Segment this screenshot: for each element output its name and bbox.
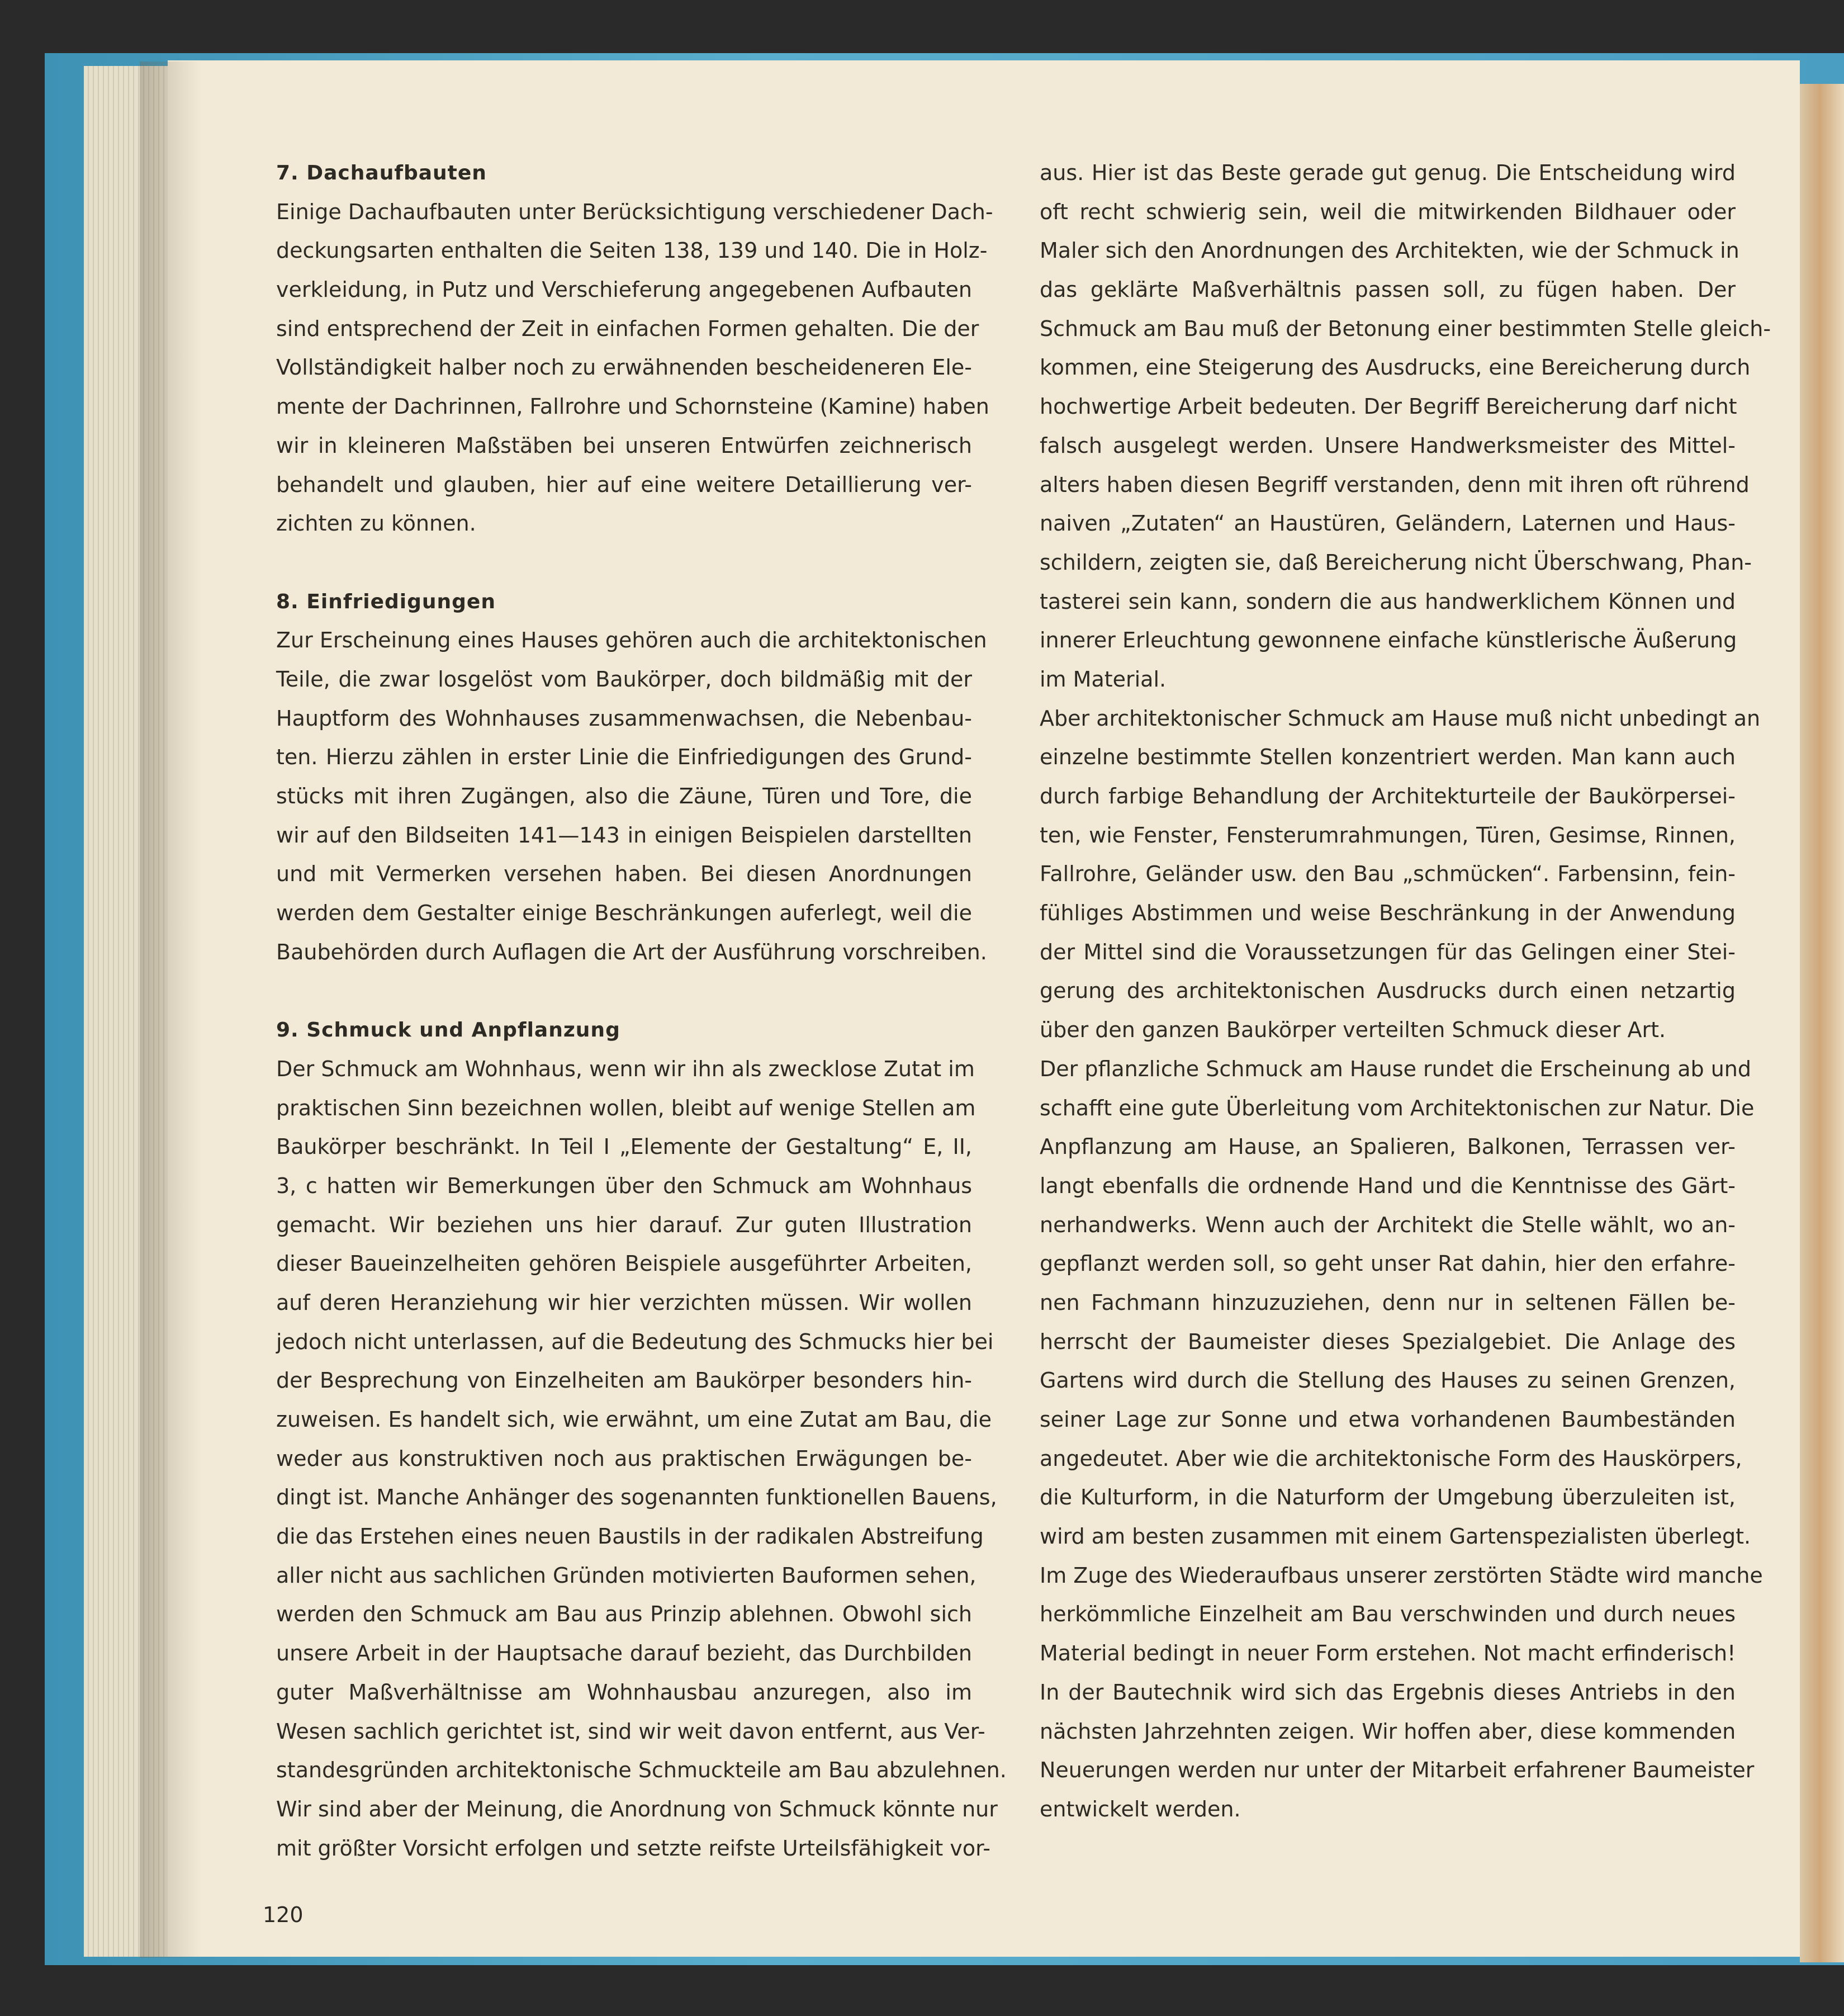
text-line: und mit Vermerken versehen haben. Bei diesen Anordnungen: [276, 862, 972, 887]
text-line: behandelt und glauben, hier auf eine weitere Detaillierung ver-: [276, 472, 972, 497]
text-line: deckungsarten enthalten die Seiten 138, 139 und 140. Die in Holz-: [276, 238, 988, 263]
text-line: zuweisen. Es handelt sich, wie erwähnt, um eine Zutat am Bau, die: [276, 1407, 992, 1432]
text-line: Zur Erscheinung eines Hauses gehören auch die architektonischen: [276, 628, 987, 653]
text-line: aus. Hier ist das Beste gerade gut genug. Die Entscheidung wird: [1040, 160, 1736, 185]
text-line: nen Fachmann hinzuzuziehen, denn nur in seltenen Fällen be-: [1040, 1290, 1736, 1315]
text-line: herrscht der Baumeister dieses Spezialgebiet. Die Anlage des: [1040, 1329, 1736, 1354]
section-heading: 7. Dachaufbauten: [276, 162, 487, 184]
text-line: Vollständigkeit halber noch zu erwähnenden bescheideneren Ele-: [276, 355, 972, 380]
text-line: der Mittel sind die Voraussetzungen für das Gelingen einer Stei-: [1040, 939, 1736, 964]
text-line: Wir sind aber der Meinung, die Anordnung von Schmuck könnte nur: [276, 1796, 998, 1821]
text-line: innerer Erleuchtung gewonnene einfache künstlerische Äußerung: [1040, 628, 1737, 653]
text-line: mit größter Vorsicht erfolgen und setzte reifste Urteilsfähigkeit vor-: [276, 1835, 990, 1861]
text-line: wir in kleineren Maßstäben bei unseren Entwürfen zeichnerisch: [276, 433, 972, 458]
text-line: ten. Hierzu zählen in erster Linie die Einfriedigungen des Grund-: [276, 745, 972, 770]
text-line: die Kulturform, in die Naturform der Umgebung überzuleiten ist,: [1040, 1485, 1736, 1510]
text-line: Aber architektonischer Schmuck am Hause muß nicht unbedingt an: [1040, 706, 1761, 731]
text-line: einzelne bestimmte Stellen konzentriert werden. Man kann auch: [1040, 745, 1736, 770]
text-line: In der Bautechnik wird sich das Ergebnis dieses Antriebs in den: [1040, 1679, 1736, 1705]
paragraph-gap: [276, 543, 972, 583]
text-line: fühliges Abstimmen und weise Beschränkung in der Anwendung: [1040, 901, 1736, 926]
text-line: werden den Schmuck am Bau aus Prinzip ablehnen. Obwohl sich: [276, 1602, 972, 1627]
text-line: angedeutet. Aber wie die architektonische Form des Hauskörpers,: [1040, 1446, 1742, 1471]
text-line: Der pflanzliche Schmuck am Hause rundet die Erscheinung ab und: [1040, 1056, 1751, 1081]
text-line: Teile, die zwar losgelöst vom Baukörper, doch bildmäßig mit der: [276, 666, 972, 692]
text-line: herkömmliche Einzelheit am Bau verschwinden und durch neues: [1040, 1602, 1736, 1627]
text-line: seiner Lage zur Sonne und etwa vorhandenen Baumbeständen: [1040, 1407, 1736, 1432]
text-line: über den ganzen Baukörper verteilten Schmuck dieser Art.: [1040, 1018, 1666, 1043]
text-line: durch farbige Behandlung der Architekturteile der Baukörpersei-: [1040, 784, 1736, 808]
right-text-column: [1040, 154, 1771, 1829]
text-line: dieser Baueinzelheiten gehören Beispiele ausgeführter Arbeiten,: [276, 1251, 972, 1276]
text-line: die das Erstehen eines neuen Baustils in der radikalen Abstreifung: [276, 1524, 984, 1549]
left-text-column: [276, 154, 1007, 1868]
text-line: zichten zu können.: [276, 511, 476, 536]
text-line: jedoch nicht unterlassen, auf die Bedeutung des Schmucks hier bei: [276, 1329, 994, 1354]
text-line: nerhandwerks. Wenn auch der Architekt die Stelle wählt, wo an-: [1040, 1212, 1736, 1237]
text-line: unsere Arbeit in der Hauptsache darauf bezieht, das Durchbilden: [276, 1641, 972, 1666]
text-line: hochwertige Arbeit bedeuten. Der Begriff Bereicherung darf nicht: [1040, 394, 1737, 419]
text-line: Einige Dachaufbauten unter Berücksichtigung verschiedener Dach-: [276, 199, 993, 224]
text-line: schildern, zeigten sie, daß Bereicherung nicht Überschwang, Phan-: [1040, 550, 1752, 575]
text-line: 3, c hatten wir Bemerkungen über den Schmuck am Wohnhaus: [276, 1173, 972, 1198]
text-line: Maler sich den Anordnungen des Architekten, wie der Schmuck in: [1040, 238, 1739, 263]
text-line: im Material.: [1040, 666, 1167, 692]
text-line: schafft eine gute Überleitung vom Architektonischen zur Natur. Die: [1040, 1095, 1755, 1120]
text-line: dingt ist. Manche Anhänger des sogenannten funktionellen Bauens,: [276, 1485, 997, 1510]
text-line: Schmuck am Bau muß der Betonung einer bestimmten Stelle gleich-: [1040, 316, 1771, 341]
text-line: kommen, eine Steigerung des Ausdrucks, eine Bereicherung durch: [1040, 355, 1751, 380]
text-line: Der Schmuck am Wohnhaus, wenn wir ihn als zwecklose Zutat im: [276, 1056, 975, 1081]
text-line: langt ebenfalls die ordnende Hand und die Kenntnisse des Gärt-: [1040, 1173, 1736, 1198]
text-line: stücks mit ihren Zugängen, also die Zäune, Türen und Tore, die: [276, 784, 972, 808]
text-line: ten, wie Fenster, Fensterumrahmungen, Türen, Gesimse, Rinnen,: [1040, 822, 1736, 848]
text-line: falsch ausgelegt werden. Unsere Handwerksmeister des Mittel-: [1040, 433, 1736, 458]
text-line: naiven „Zutaten“ an Haustüren, Geländern, Laternen und Haus-: [1040, 511, 1736, 536]
text-line: sind entsprechend der Zeit in einfachen Formen gehalten. Die der: [276, 316, 979, 341]
text-line: gepflanzt werden soll, so geht unser Rat dahin, hier den erfahre-: [1040, 1251, 1736, 1276]
facing-page-edge: [1800, 84, 1844, 1962]
text-line: Im Zuge des Wiederaufbaus unserer zerstörten Städte wird manche: [1040, 1563, 1763, 1588]
text-line: weder aus konstruktiven noch aus praktischen Erwägungen be-: [276, 1446, 972, 1471]
page-number: 120: [263, 1903, 304, 1927]
text-line: standesgründen architektonische Schmuckteile am Bau abzulehnen.: [276, 1758, 1007, 1783]
text-line: werden dem Gestalter einige Beschränkungen auferlegt, weil die: [276, 901, 972, 926]
binding-shadow: [140, 61, 201, 1958]
text-line: Gartens wird durch die Stellung des Hauses zu seinen Grenzen,: [1040, 1368, 1736, 1393]
section-heading: 8. Einfriedigungen: [276, 590, 496, 613]
text-line: tasterei sein kann, sondern die aus handwerklichem Können und: [1040, 589, 1736, 614]
text-line: gerung des architektonischen Ausdrucks durch einen netzartig: [1040, 978, 1736, 1004]
text-line: oft recht schwierig sein, weil die mitwirkenden Bildhauer oder: [1040, 199, 1736, 224]
text-line: Baukörper beschränkt. In Teil I „Elemente der Gestaltung“ E, II,: [276, 1134, 972, 1160]
text-line: guter Maßverhältnisse am Wohnhausbau anzuregen, also im: [276, 1679, 972, 1705]
section-heading: 9. Schmuck und Anpflanzung: [276, 1019, 620, 1042]
text-line: Baubehörden durch Auflagen die Art der Ausführung vorschreiben.: [276, 939, 987, 964]
text-line: der Besprechung von Einzelheiten am Baukörper besonders hin-: [276, 1368, 972, 1393]
text-line: verkleidung, in Putz und Verschieferung angegebenen Aufbauten: [276, 277, 972, 302]
text-line: Fallrohre, Geländer usw. den Bau „schmücken“. Farbensinn, fein-: [1040, 862, 1736, 887]
paragraph-gap: [276, 972, 972, 1011]
text-line: wird am besten zusammen mit einem Gartenspezialisten überlegt.: [1040, 1524, 1751, 1549]
text-line: auf deren Heranziehung wir hier verzichten müssen. Wir wollen: [276, 1290, 972, 1315]
text-line: Neuerungen werden nur unter der Mitarbeit erfahrener Baumeister: [1040, 1758, 1755, 1783]
text-line: gemacht. Wir beziehen uns hier darauf. Zur guten Illustration: [276, 1212, 972, 1237]
text-line: Hauptform des Wohnhauses zusammenwachsen, die Nebenbau-: [276, 706, 972, 731]
text-line: Wesen sachlich gerichtet ist, sind wir weit davon entfernt, aus Ver-: [276, 1719, 985, 1744]
text-line: das geklärte Maßverhältnis passen soll, zu fügen haben. Der: [1040, 277, 1736, 302]
text-line: Anpflanzung am Hause, an Spalieren, Balkonen, Terrassen ver-: [1040, 1134, 1736, 1160]
text-line: alters haben diesen Begriff verstanden, denn mit ihren oft rührend: [1040, 472, 1750, 497]
text-line: entwickelt werden.: [1040, 1796, 1241, 1821]
text-line: nächsten Jahrzehnten zeigen. Wir hoffen aber, diese kommenden: [1040, 1719, 1736, 1744]
text-line: Material bedingt in neuer Form erstehen. Not macht erfinderisch!: [1040, 1641, 1736, 1666]
text-line: wir auf den Bildseiten 141—143 in einigen Beispielen darstellten: [276, 822, 972, 848]
text-line: aller nicht aus sachlichen Gründen motivierten Bauformen sehen,: [276, 1563, 976, 1588]
text-line: mente der Dachrinnen, Fallrohre und Schornsteine (Kamine) haben: [276, 394, 989, 419]
text-line: praktischen Sinn bezeichnen wollen, bleibt auf wenige Stellen am: [276, 1095, 976, 1120]
